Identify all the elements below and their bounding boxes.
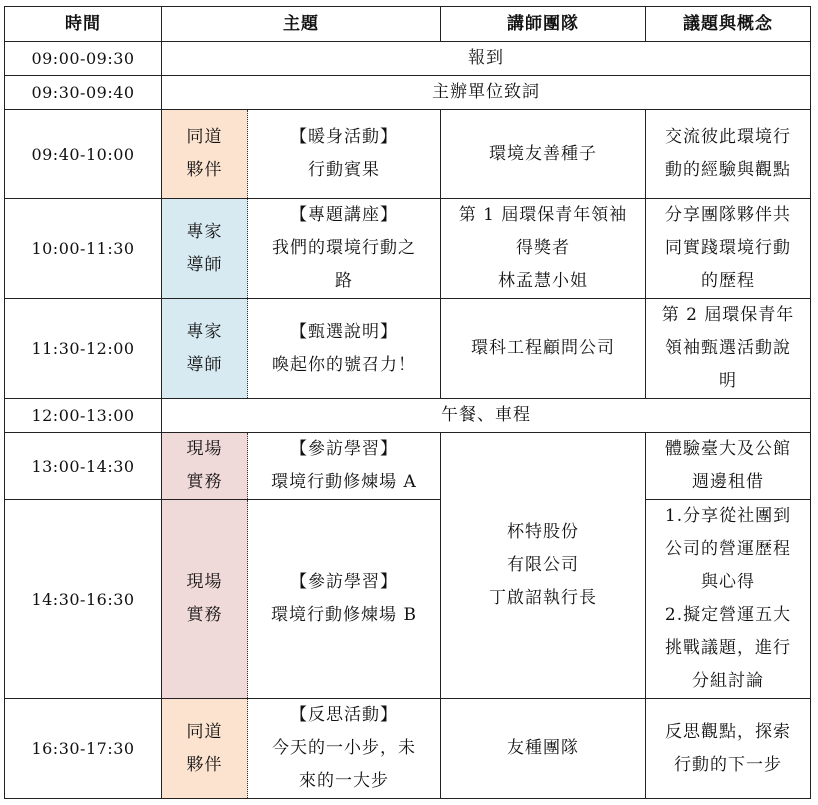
header-concept: 議題與概念: [646, 7, 811, 42]
concept-line: 第 2 屆環保青年: [661, 305, 795, 325]
topic-line: 環境行動修煉場 B: [271, 605, 417, 625]
team-line: 友種團隊: [507, 738, 579, 758]
header-team: 講師團隊: [441, 7, 646, 42]
concept-line: 同實踐環境行動: [665, 238, 791, 258]
team-cell: [441, 110, 646, 199]
span-cell: 午餐、車程: [162, 399, 811, 433]
concept-line: 2.擬定營運五大: [664, 605, 792, 625]
table-row: [5, 699, 811, 799]
table-row: [5, 399, 811, 433]
category-line: 同道: [186, 721, 223, 742]
concept-line: 1.分享從社團到: [664, 506, 792, 526]
category-line: 專家: [186, 221, 223, 242]
concept-line: 明: [719, 371, 737, 391]
topic-cell: [248, 299, 441, 399]
team-cell: [441, 299, 646, 399]
topic-cell: [248, 433, 441, 500]
topic-line: 來的一大步: [299, 771, 389, 791]
topic-line: 【暖身活動】: [290, 127, 398, 147]
concept-line: 分享團隊夥伴共: [665, 205, 791, 225]
category-line: 導師: [186, 254, 223, 275]
category-line: 實務: [186, 605, 223, 625]
team-line: 環科工程顧問公司: [471, 338, 615, 358]
concept-line: 領袖甄選活動說: [665, 338, 791, 358]
topic-line: 環境行動修煉場 A: [271, 472, 417, 492]
team-line: 林孟慧小姐: [498, 271, 588, 291]
concept-line: 交流彼此環境行: [665, 127, 791, 147]
concept-cell: [646, 299, 811, 399]
time-cell: 12:00-13:00: [5, 399, 162, 433]
table-row: [5, 500, 811, 699]
team-line: 杯特股份: [507, 522, 579, 542]
topic-cell: [248, 110, 441, 199]
category-cell: [162, 110, 248, 199]
topic-line: 行動賓果: [308, 160, 380, 180]
topic-line: 【甄選說明】: [290, 321, 398, 342]
concept-cell: [646, 699, 811, 799]
span-cell: 報到: [162, 42, 811, 76]
concept-line: 行動的下一步: [674, 754, 782, 775]
team-line: 有限公司: [507, 555, 579, 575]
team-line: 第 1 屆環保青年領袖: [458, 205, 628, 225]
schedule-table: [4, 6, 811, 799]
team-cell: [441, 699, 646, 799]
topic-line: 喚起你的號召力！: [272, 354, 416, 375]
table-row: [5, 299, 811, 399]
category-line: 導師: [186, 354, 223, 375]
table-row: [5, 433, 811, 500]
team-cell-shared: [441, 433, 646, 699]
concept-line: 的歷程: [701, 271, 755, 291]
table-row: [5, 199, 811, 299]
category-line: 現場: [186, 439, 223, 459]
category-cell: [162, 299, 248, 399]
team-line: 環境友善種子: [489, 143, 597, 164]
time-cell: 09:40-10:00: [5, 110, 162, 199]
topic-line: 【參訪學習】: [290, 572, 398, 592]
concept-line: 與心得: [701, 572, 755, 592]
topic-line: 【參訪學習】: [290, 439, 398, 459]
category-line: 現場: [186, 572, 223, 592]
header-time: 時間: [5, 7, 162, 42]
category-line: 夥伴: [186, 160, 223, 180]
concept-cell: [646, 433, 811, 500]
category-line: 實務: [186, 472, 223, 492]
header-topic: 主題: [162, 7, 441, 42]
category-cell: [162, 699, 248, 799]
team-cell: [441, 199, 646, 299]
topic-line: 今天的一小步，未: [272, 738, 416, 758]
concept-cell: [646, 110, 811, 199]
team-line: 丁啟詔執行長: [489, 588, 597, 608]
concept-line: 挑戰議題，進行: [665, 638, 791, 658]
topic-line: 路: [335, 271, 353, 291]
category-cell: [162, 433, 248, 500]
topic-line: 【反思活動】: [290, 705, 398, 725]
span-cell: 主辦單位致詞: [162, 76, 811, 110]
team-line: 得獎者: [516, 238, 570, 258]
category-cell: [162, 199, 248, 299]
concept-line: 分組討論: [692, 671, 764, 691]
concept-line: 反思觀點，探索: [665, 721, 791, 742]
concept-cell: [646, 199, 811, 299]
topic-cell: [248, 199, 441, 299]
topic-cell: [248, 699, 441, 799]
table-row: [5, 42, 811, 76]
time-cell: 14:30-16:30: [5, 500, 162, 699]
category-line: 同道: [186, 127, 223, 147]
time-cell: 09:00-09:30: [5, 42, 162, 76]
category-cell: [162, 500, 248, 699]
concept-line: 公司的營運歷程: [665, 539, 791, 559]
table-row: [5, 110, 811, 199]
time-cell: 09:30-09:40: [5, 76, 162, 110]
time-cell: 11:30-12:00: [5, 299, 162, 399]
concept-line: 體驗臺大及公館: [665, 439, 791, 459]
time-cell: 13:00-14:30: [5, 433, 162, 500]
topic-cell: [248, 500, 441, 699]
header-row: [5, 7, 811, 42]
concept-line: 週邊租借: [692, 472, 764, 492]
concept-line: 動的經驗與觀點: [665, 160, 791, 180]
category-line: 夥伴: [186, 754, 223, 775]
category-line: 專家: [186, 321, 223, 342]
topic-line: 【專題講座】: [290, 205, 398, 225]
concept-cell: [646, 500, 811, 699]
time-cell: 16:30-17:30: [5, 699, 162, 799]
topic-line: 我們的環境行動之: [272, 238, 416, 258]
time-cell: 10:00-11:30: [5, 199, 162, 299]
table-row: [5, 76, 811, 110]
